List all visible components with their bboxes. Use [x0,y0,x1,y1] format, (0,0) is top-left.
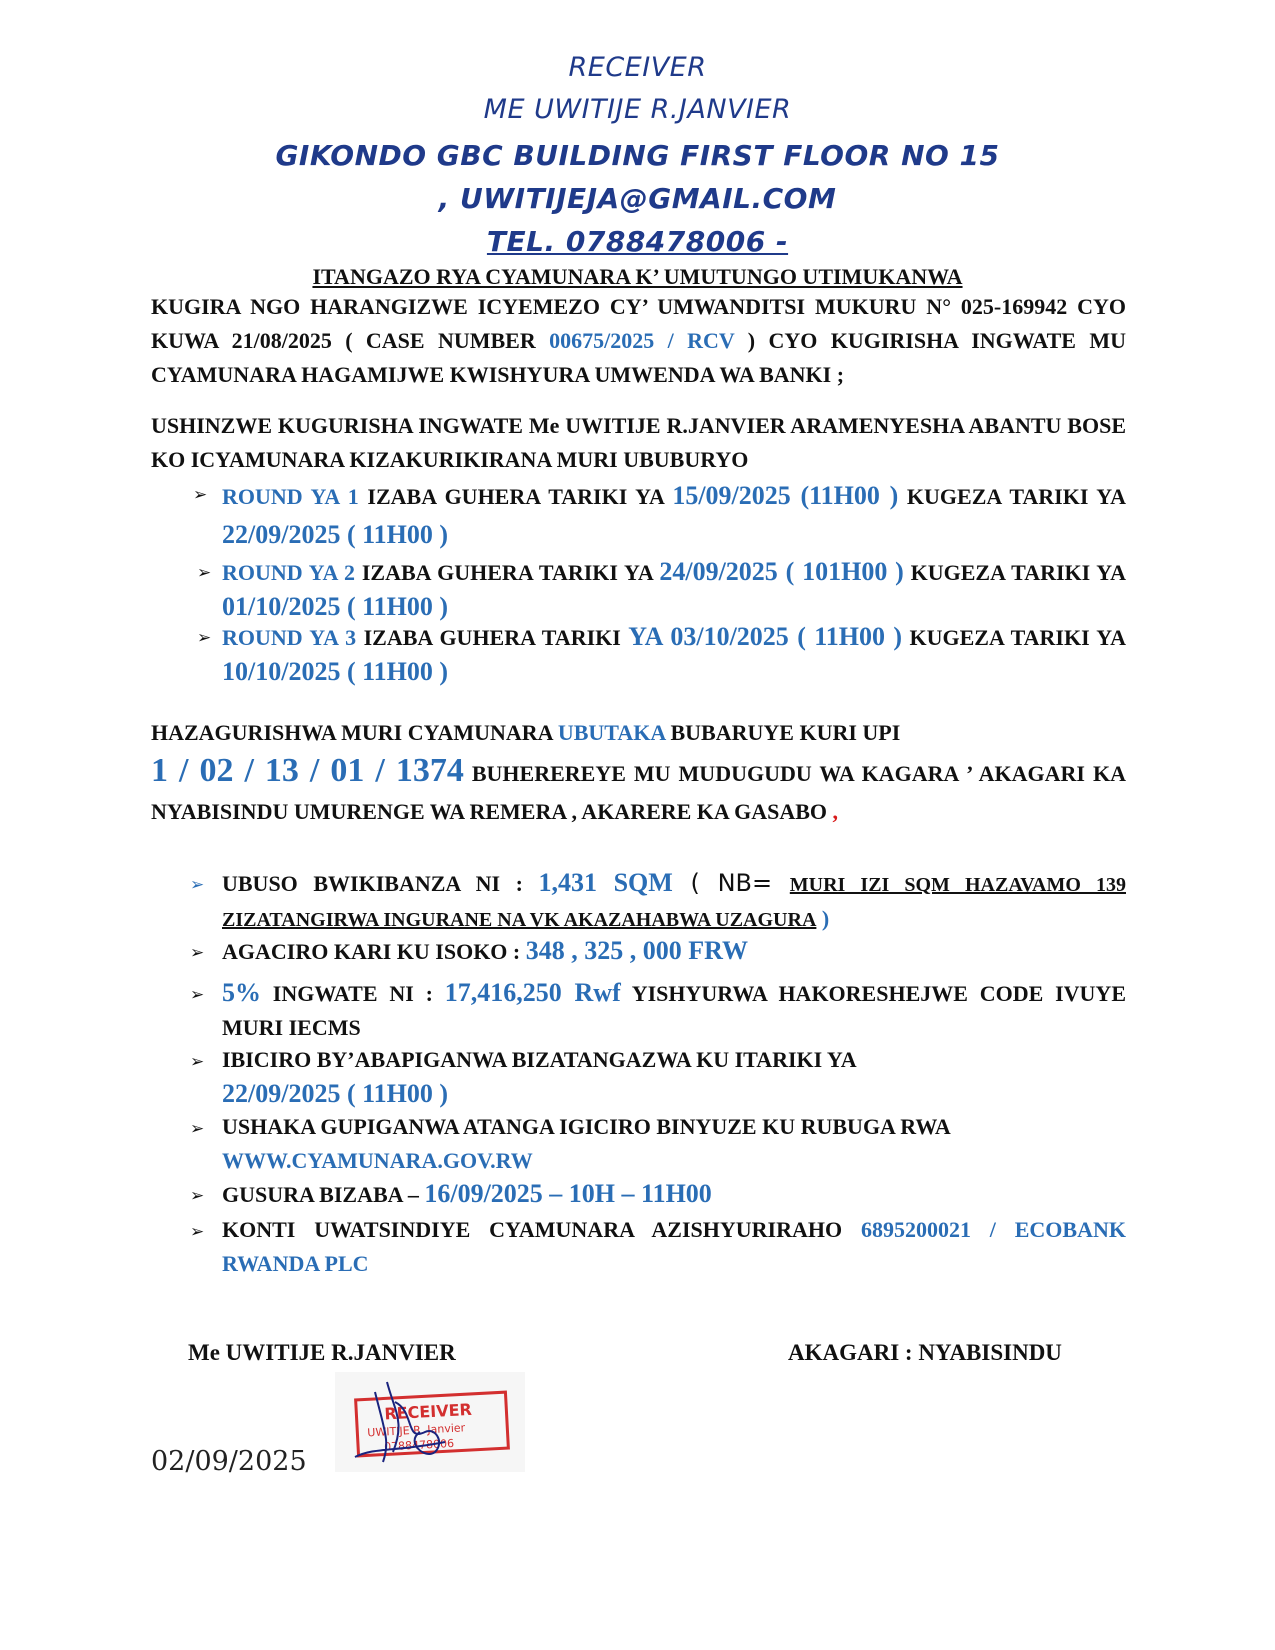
property-text: BUBARUYE KURI UPI [665,720,901,745]
intro-paragraph-1 [151,290,1126,392]
round-start: YA 03/10/2025 ( 11H00 ) [628,622,903,651]
bullet-arrow-icon: ➢ [190,1119,205,1139]
round-2 [222,555,1126,625]
visit-label: GUSURA BIZABA – [222,1182,425,1207]
svg-text:0788478006: 0788478006 [383,1436,455,1454]
property-text: HAZAGURISHWA MURI CYAMUNARA [151,720,558,745]
svg-text:RECEIVER: RECEIVER [383,1399,473,1424]
round-label: ROUND YA 3 [222,625,357,650]
round-text: KUGEZA TARIKI YA [902,625,1126,650]
intro-text-b: ) CYO KUGIRISHA INGWATE MU CYAMUNARA HAGAMIJWE KWISHYURA UMWENDA WA BANKI ; [151,328,1126,387]
signatory-name: Me UWITIJE R.JANVIER [188,1340,456,1365]
round-3 [222,620,1126,690]
bullet-arrow-icon: ➢ [197,628,212,648]
bullet-arrow-icon: ➢ [197,563,212,583]
document-date: 02/09/2025 [151,1446,307,1477]
detail-area [222,866,1126,937]
detail-deposit [222,976,1126,1045]
deposit-note: YISHYURWA HAKORESHEJWE CODE IVUYE MURI IECMS [222,981,1126,1040]
area-close: ) [816,906,830,931]
round-start: 24/09/2025 ( 101H00 ) [659,557,904,586]
bullet-arrow-icon: ➢ [190,943,205,963]
case-number: 00675/2025 / RCV [549,328,735,353]
deposit-amount: 17,416,250 Rwf [444,978,621,1007]
property-kind: UBUTAKA [557,720,665,745]
visit-date: 16/09/2025 – 10H – 11H00 [424,1179,712,1208]
round-label: ROUND YA 2 [222,560,356,585]
detail-prices [222,1043,1126,1112]
stamp-signature-icon [335,1372,525,1472]
round-end: 10/10/2025 ( 11H00 ) [222,657,449,686]
header-email: , UWITIJEJA@GMAIL.COM [438,182,837,215]
property-paragraph [151,714,1126,831]
deposit-label: INGWATE NI : [261,981,445,1006]
account-label: KONTI UWATSINDIYE CYAMUNARA AZISHYURIRAHO [222,1217,861,1242]
bullet-arrow-icon: ➢ [193,485,208,505]
header-receiver: RECEIVER [568,52,707,83]
intro-text-a: KUGIRA NGO HARANGIZWE ICYEMEZO CY’ UMWANDITSI MUKURU N° 025-169942 CYO KUWA 21/08/2025 ( CASE NUMBER [151,294,1126,353]
round-label: ROUND YA 1 [222,484,359,509]
prices-label: IBICIRO BY’ABAPIGANWA BIZATANGAZWA KU ITARIKI YA [222,1047,857,1072]
signatory-location: AKAGARI : NYABISINDU [788,1340,1062,1365]
market-value: 348 , 325 , 000 FRW [525,936,748,965]
round-text: IZABA GUHERA TARIKI YA [355,560,660,585]
detail-value [222,934,1126,969]
header-phone-text: TEL. 0788478006 - [486,225,789,258]
round-end: 22/09/2025 ( 11H00 ) [222,520,449,549]
property-comma: , [827,799,839,824]
bullet-arrow-icon: ➢ [190,985,205,1005]
area-nb: ( NB= [672,869,790,897]
round-text: KUGEZA TARIKI YA [898,484,1126,509]
property-location: BUHEREREYE MU MUDUGUDU WA KAGARA ’ AKAGARI KA NYABISINDU UMURENGE WA REMERA , AKARERE KA GASABO [151,761,1126,824]
header-address: GIKONDO GBC BUILDING FIRST FLOOR NO 15 [275,139,1000,172]
area-note: MURI IZI SQM HAZAVAMO 139 ZIZATANGIRWA INGURANE NA VK AKAZAHABWA UZAGURA [222,874,1126,931]
round-text: IZABA GUHERA TARIKI YA [358,484,673,509]
area-value: 1,431 SQM [538,868,673,897]
site-label: USHAKA GUPIGANWA ATANGA IGICIRO BINYUZE KU RUBUGA RWA [222,1114,951,1139]
bullet-arrow-icon: ➢ [190,875,205,895]
detail-website [222,1110,1126,1178]
round-end: 01/10/2025 ( 11H00 ) [222,592,449,621]
round-text: IZABA GUHERA TARIKI [356,625,629,650]
round-text: KUGEZA TARIKI YA [903,560,1126,585]
intro-paragraph-2: USHINZWE KUGURISHA INGWATE Me UWITIJE R.JANVIER ARAMENYESHA ABANTU BOSE KO ICYAMUNARA KIZAKURIKIRANA MURI UBUBURYO [151,413,1126,472]
value-label: AGACIRO KARI KU ISOKO : [222,939,526,964]
bullet-arrow-icon: ➢ [190,1222,205,1242]
document-title: ITANGAZO RYA CYAMUNARA K’ UMUTUNGO UTIMUKANWA [312,264,963,289]
area-label: UBUSO BWIKIBANZA NI : [222,871,539,896]
prices-date: 22/09/2025 ( 11H00 ) [222,1079,449,1108]
deposit-percent: 5% [222,978,261,1007]
round-start: 15/09/2025 (11H00 ) [672,481,899,510]
header-phone [0,225,1275,258]
header-name: ME UWITIJE R.JANVIER [483,94,792,125]
round-1 [222,477,1126,555]
account-number: 6895200021 / ECOBANK RWANDA PLC [222,1217,1126,1276]
detail-account [222,1213,1126,1281]
property-upi: 1 / 02 / 13 / 01 / 1374 [151,752,464,789]
svg-text:UWITIJE R. Janvier: UWITIJE R. Janvier [367,1421,466,1440]
bullet-arrow-icon: ➢ [190,1186,205,1206]
site-link[interactable]: WWW.CYAMUNARA.GOV.RW [222,1148,533,1173]
detail-visit [222,1177,1126,1212]
bullet-arrow-icon: ➢ [190,1052,205,1072]
